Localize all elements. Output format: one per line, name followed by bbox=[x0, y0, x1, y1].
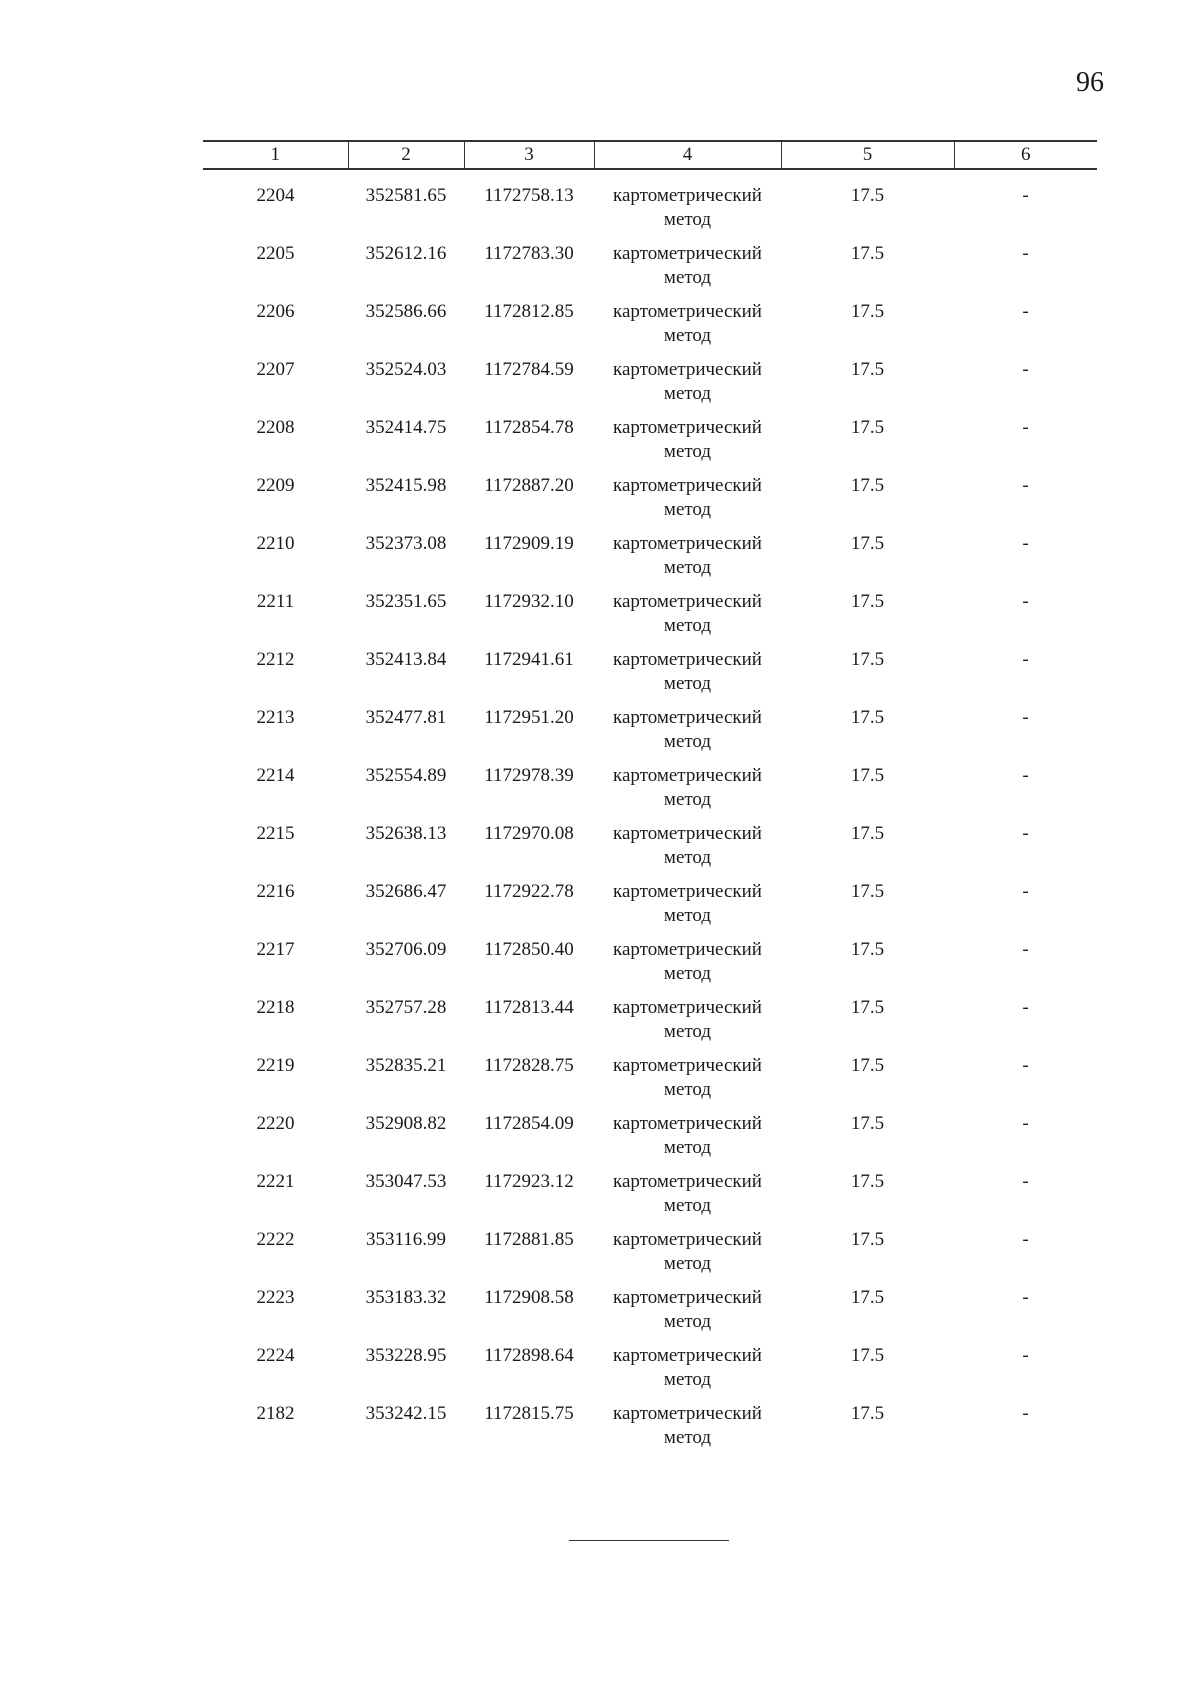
x-coordinate-cell: 353228.95 bbox=[365, 1345, 447, 1366]
y-coordinate-cell: 1172812.85 bbox=[484, 301, 574, 322]
x-coordinate-cell: 353116.99 bbox=[365, 1229, 447, 1250]
accuracy-cell: 17.5 bbox=[850, 1229, 885, 1250]
x-coordinate-cell: 352706.09 bbox=[365, 939, 447, 960]
table-row bbox=[203, 938, 1097, 996]
column-header: 5 bbox=[781, 141, 954, 169]
y-coordinate-cell: 1172970.08 bbox=[484, 823, 574, 844]
accuracy-cell: 17.5 bbox=[850, 533, 885, 554]
column-header: 3 bbox=[464, 141, 594, 169]
y-coordinate-cell: 1172758.13 bbox=[484, 185, 574, 206]
x-coordinate-cell: 353047.53 bbox=[365, 1171, 447, 1192]
x-coordinate-cell: 352586.66 bbox=[365, 301, 447, 322]
method-cell: картометрический метод bbox=[613, 1229, 762, 1274]
table-row bbox=[203, 822, 1097, 880]
accuracy-cell: 17.5 bbox=[850, 301, 885, 322]
table-row bbox=[203, 300, 1097, 358]
table-row bbox=[203, 1170, 1097, 1228]
method-cell: картометрический метод bbox=[613, 1113, 762, 1158]
point-number-cell: 2219 bbox=[256, 1055, 295, 1076]
note-cell: - bbox=[1022, 533, 1029, 554]
table-row bbox=[203, 764, 1097, 822]
column-header: 4 bbox=[594, 141, 781, 169]
method-cell: картометрический метод bbox=[613, 417, 762, 462]
y-coordinate-cell: 1172854.78 bbox=[484, 417, 574, 438]
y-coordinate-cell: 1172951.20 bbox=[484, 707, 574, 728]
method-cell: картометрический метод bbox=[613, 185, 762, 230]
accuracy-cell: 17.5 bbox=[850, 1113, 885, 1134]
x-coordinate-cell: 352638.13 bbox=[365, 823, 447, 844]
coordinates-table bbox=[203, 140, 1097, 1460]
note-cell: - bbox=[1022, 823, 1029, 844]
table-row bbox=[203, 1344, 1097, 1402]
note-cell: - bbox=[1022, 1113, 1029, 1134]
method-cell: картометрический метод bbox=[613, 533, 762, 578]
note-cell: - bbox=[1022, 707, 1029, 728]
method-cell: картометрический метод bbox=[613, 881, 762, 926]
y-coordinate-cell: 1172941.61 bbox=[484, 649, 574, 670]
method-cell: картометрический метод bbox=[613, 997, 762, 1042]
note-cell: - bbox=[1022, 1055, 1029, 1076]
y-coordinate-cell: 1172881.85 bbox=[484, 1229, 574, 1250]
note-cell: - bbox=[1022, 243, 1029, 264]
table-header bbox=[203, 141, 1097, 169]
point-number-cell: 2207 bbox=[256, 359, 295, 380]
note-cell: - bbox=[1022, 359, 1029, 380]
point-number-cell: 2224 bbox=[256, 1345, 295, 1366]
accuracy-cell: 17.5 bbox=[850, 1171, 885, 1192]
y-coordinate-cell: 1172922.78 bbox=[484, 881, 574, 902]
table-row bbox=[203, 648, 1097, 706]
accuracy-cell: 17.5 bbox=[850, 939, 885, 960]
point-number-cell: 2223 bbox=[256, 1287, 295, 1308]
table-row bbox=[203, 474, 1097, 532]
method-cell: картометрический метод bbox=[613, 1287, 762, 1332]
header-row bbox=[203, 141, 1097, 169]
note-cell: - bbox=[1022, 1287, 1029, 1308]
method-cell: картометрический метод bbox=[613, 1345, 762, 1390]
x-coordinate-cell: 352835.21 bbox=[365, 1055, 447, 1076]
note-cell: - bbox=[1022, 475, 1029, 496]
y-coordinate-cell: 1172813.44 bbox=[484, 997, 574, 1018]
method-cell: картометрический метод bbox=[613, 939, 762, 984]
y-coordinate-cell: 1172978.39 bbox=[484, 765, 574, 786]
x-coordinate-cell: 352414.75 bbox=[365, 417, 447, 438]
x-coordinate-cell: 352351.65 bbox=[365, 591, 447, 612]
accuracy-cell: 17.5 bbox=[850, 707, 885, 728]
note-cell: - bbox=[1022, 765, 1029, 786]
table-row bbox=[203, 416, 1097, 474]
point-number-cell: 2210 bbox=[256, 533, 295, 554]
accuracy-cell: 17.5 bbox=[850, 475, 885, 496]
accuracy-cell: 17.5 bbox=[850, 881, 885, 902]
accuracy-cell: 17.5 bbox=[850, 765, 885, 786]
accuracy-cell: 17.5 bbox=[850, 591, 885, 612]
point-number-cell: 2205 bbox=[256, 243, 295, 264]
y-coordinate-cell: 1172887.20 bbox=[484, 475, 574, 496]
table-row bbox=[203, 358, 1097, 416]
note-cell: - bbox=[1022, 1171, 1029, 1192]
x-coordinate-cell: 352554.89 bbox=[365, 765, 447, 786]
footer-divider bbox=[569, 1540, 729, 1541]
accuracy-cell: 17.5 bbox=[850, 1055, 885, 1076]
table-row bbox=[203, 1054, 1097, 1112]
method-cell: картометрический метод bbox=[613, 649, 762, 694]
point-number-cell: 2182 bbox=[256, 1403, 295, 1424]
point-number-cell: 2221 bbox=[256, 1171, 295, 1192]
table-row bbox=[203, 169, 1097, 242]
x-coordinate-cell: 352757.28 bbox=[365, 997, 447, 1018]
note-cell: - bbox=[1022, 881, 1029, 902]
y-coordinate-cell: 1172815.75 bbox=[484, 1403, 574, 1424]
accuracy-cell: 17.5 bbox=[850, 185, 885, 206]
point-number-cell: 2220 bbox=[256, 1113, 295, 1134]
column-header: 1 bbox=[203, 141, 348, 169]
y-coordinate-cell: 1172850.40 bbox=[484, 939, 574, 960]
point-number-cell: 2218 bbox=[256, 997, 295, 1018]
y-coordinate-cell: 1172932.10 bbox=[484, 591, 574, 612]
x-coordinate-cell: 353242.15 bbox=[365, 1403, 447, 1424]
x-coordinate-cell: 352686.47 bbox=[365, 881, 447, 902]
table-row bbox=[203, 1112, 1097, 1170]
point-number-cell: 2209 bbox=[256, 475, 295, 496]
note-cell: - bbox=[1022, 939, 1029, 960]
point-number-cell: 2211 bbox=[256, 591, 295, 612]
y-coordinate-cell: 1172908.58 bbox=[484, 1287, 574, 1308]
point-number-cell: 2212 bbox=[256, 649, 295, 670]
x-coordinate-cell: 352413.84 bbox=[365, 649, 447, 670]
method-cell: картометрический метод bbox=[613, 1403, 762, 1448]
table-row bbox=[203, 1286, 1097, 1344]
y-coordinate-cell: 1172828.75 bbox=[484, 1055, 574, 1076]
accuracy-cell: 17.5 bbox=[850, 997, 885, 1018]
point-number-cell: 2215 bbox=[256, 823, 295, 844]
method-cell: картометрический метод bbox=[613, 359, 762, 404]
accuracy-cell: 17.5 bbox=[850, 1287, 885, 1308]
method-cell: картометрический метод bbox=[613, 475, 762, 520]
accuracy-cell: 17.5 bbox=[850, 1403, 885, 1424]
table-row bbox=[203, 1228, 1097, 1286]
x-coordinate-cell: 352524.03 bbox=[365, 359, 447, 380]
point-number-cell: 2216 bbox=[256, 881, 295, 902]
note-cell: - bbox=[1022, 301, 1029, 322]
note-cell: - bbox=[1022, 417, 1029, 438]
point-number-cell: 2208 bbox=[256, 417, 295, 438]
method-cell: картометрический метод bbox=[613, 707, 762, 752]
x-coordinate-cell: 352612.16 bbox=[365, 243, 447, 264]
y-coordinate-cell: 1172923.12 bbox=[484, 1171, 574, 1192]
note-cell: - bbox=[1022, 591, 1029, 612]
accuracy-cell: 17.5 bbox=[850, 649, 885, 670]
column-header: 2 bbox=[348, 141, 464, 169]
method-cell: картометрический метод bbox=[613, 301, 762, 346]
point-number-cell: 2214 bbox=[256, 765, 295, 786]
point-number-cell: 2217 bbox=[256, 939, 295, 960]
note-cell: - bbox=[1022, 1345, 1029, 1366]
point-number-cell: 2222 bbox=[256, 1229, 295, 1250]
method-cell: картометрический метод bbox=[613, 1171, 762, 1216]
method-cell: картометрический метод bbox=[613, 823, 762, 868]
note-cell: - bbox=[1022, 1403, 1029, 1424]
y-coordinate-cell: 1172783.30 bbox=[484, 243, 574, 264]
method-cell: картометрический метод bbox=[613, 1055, 762, 1100]
table-row bbox=[203, 706, 1097, 764]
table-row bbox=[203, 532, 1097, 590]
x-coordinate-cell: 352477.81 bbox=[365, 707, 447, 728]
x-coordinate-cell: 352373.08 bbox=[365, 533, 447, 554]
point-number-cell: 2213 bbox=[256, 707, 295, 728]
accuracy-cell: 17.5 bbox=[850, 823, 885, 844]
table-row bbox=[203, 1402, 1097, 1460]
note-cell: - bbox=[1022, 1229, 1029, 1250]
coordinates-table-container bbox=[203, 140, 1097, 1460]
y-coordinate-cell: 1172854.09 bbox=[484, 1113, 574, 1134]
y-coordinate-cell: 1172784.59 bbox=[484, 359, 574, 380]
accuracy-cell: 17.5 bbox=[850, 243, 885, 264]
y-coordinate-cell: 1172909.19 bbox=[484, 533, 574, 554]
method-cell: картометрический метод bbox=[613, 591, 762, 636]
page-number: 96 bbox=[1076, 67, 1104, 98]
x-coordinate-cell: 352908.82 bbox=[365, 1113, 447, 1134]
x-coordinate-cell: 352415.98 bbox=[365, 475, 447, 496]
table-row bbox=[203, 996, 1097, 1054]
note-cell: - bbox=[1022, 185, 1029, 206]
table-row bbox=[203, 880, 1097, 938]
table-row bbox=[203, 590, 1097, 648]
table-body bbox=[203, 169, 1097, 1460]
accuracy-cell: 17.5 bbox=[850, 1345, 885, 1366]
point-number-cell: 2204 bbox=[256, 185, 295, 206]
x-coordinate-cell: 352581.65 bbox=[365, 185, 447, 206]
method-cell: картометрический метод bbox=[613, 243, 762, 288]
y-coordinate-cell: 1172898.64 bbox=[484, 1345, 574, 1366]
accuracy-cell: 17.5 bbox=[850, 359, 885, 380]
note-cell: - bbox=[1022, 649, 1029, 670]
note-cell: - bbox=[1022, 997, 1029, 1018]
point-number-cell: 2206 bbox=[256, 301, 295, 322]
method-cell: картометрический метод bbox=[613, 765, 762, 810]
x-coordinate-cell: 353183.32 bbox=[365, 1287, 447, 1308]
accuracy-cell: 17.5 bbox=[850, 417, 885, 438]
table-row bbox=[203, 242, 1097, 300]
column-header: 6 bbox=[954, 141, 1097, 169]
